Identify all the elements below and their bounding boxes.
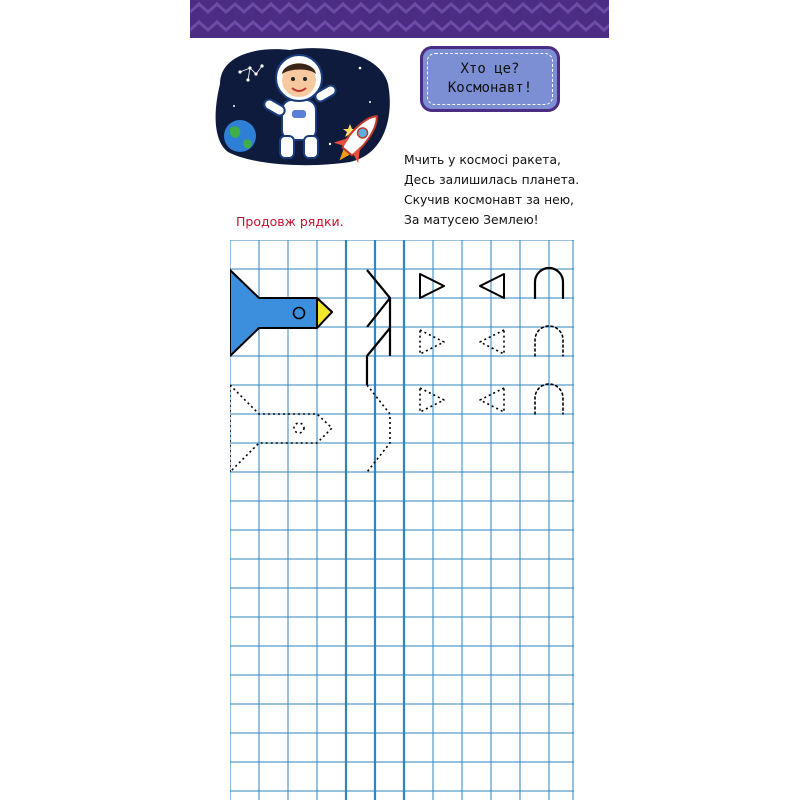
triangle-left-column	[480, 274, 504, 412]
triangle-right-column	[420, 274, 444, 412]
poem-line: Мчить у космосі ракета,	[404, 153, 561, 167]
title-question: Хто це?	[460, 61, 520, 77]
poem	[404, 150, 609, 230]
column-separators	[346, 240, 404, 800]
title-speech-bubble	[420, 46, 560, 112]
chevron-pattern-dotted	[367, 385, 390, 472]
header-zigzag-band	[190, 0, 609, 38]
poem-line: За матусею Землею!	[404, 213, 539, 227]
earth-planet-icon	[224, 120, 256, 152]
zigzag-pattern	[190, 0, 609, 38]
poem-line: Скучив космонавт за нею,	[404, 193, 574, 207]
instruction-text: Продовж рядки.	[236, 214, 344, 229]
poem-line: Десь залишилась планета.	[404, 173, 580, 187]
astronaut-space-illustration	[210, 44, 392, 166]
worksheet-page	[190, 0, 609, 800]
practice-grid	[230, 240, 574, 800]
title-answer: Космонавт!	[447, 80, 533, 96]
